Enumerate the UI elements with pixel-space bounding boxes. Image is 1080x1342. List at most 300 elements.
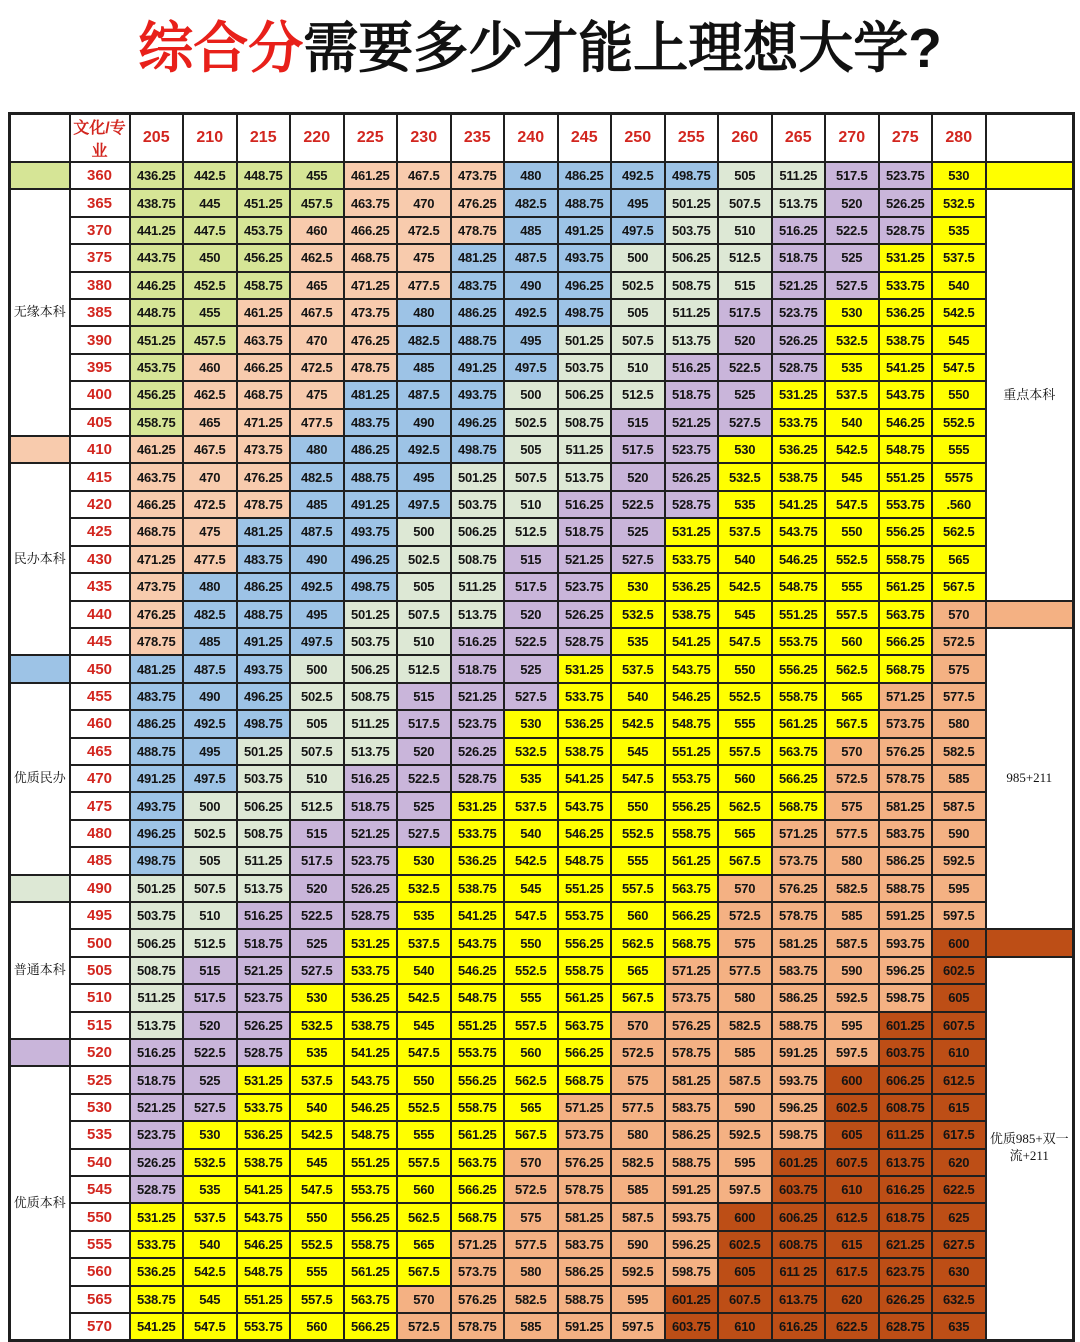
score-cell: 456.25 [130,381,184,408]
score-cell: 447.5 [183,217,237,244]
score-cell: 510 [611,354,665,381]
score-cell: 471.25 [344,272,398,299]
score-cell: 528.75 [558,628,612,655]
score-cell: 465 [183,409,237,436]
score-cell: 621.25 [879,1231,933,1258]
score-cell: 575 [611,1066,665,1093]
score-cell: 490 [290,546,344,573]
score-cell: 611 25 [772,1258,826,1285]
score-cell: 587.5 [718,1066,772,1093]
score-cell: 541.25 [344,1039,398,1066]
culture-score-cell: 415 [70,463,130,490]
culture-score-cell: 410 [70,436,130,463]
score-cell: 580 [932,710,986,737]
score-cell: 550 [290,1203,344,1230]
score-cell: 580 [504,1258,558,1285]
score-cell: 577.5 [504,1231,558,1258]
score-cell: 560 [611,902,665,929]
score-cell: 491.25 [130,765,184,792]
left-category-cell: 民办本科 [10,463,70,655]
score-cell: 547.5 [183,1313,237,1340]
score-cell: 482.5 [183,601,237,628]
score-cell: 515 [183,957,237,984]
score-cell: 548.75 [344,1121,398,1148]
score-cell: 537.5 [183,1203,237,1230]
table-row [10,1094,1074,1121]
score-cell: 616.25 [772,1313,826,1340]
column-header: 245 [558,114,612,163]
score-cell: 556.25 [558,929,612,956]
score-cell: 588.75 [772,1012,826,1039]
score-cell: 545 [397,1012,451,1039]
score-cell: 552.5 [397,1094,451,1121]
score-cell: 462.5 [183,381,237,408]
score-cell: 627.5 [932,1231,986,1258]
score-cell: 530 [504,710,558,737]
score-cell: 471.25 [237,409,291,436]
score-cell: 545 [825,463,879,490]
score-cell: 567.5 [718,847,772,874]
score-cell: 501.25 [344,601,398,628]
score-cell: 483.75 [344,409,398,436]
score-cell: 518.75 [237,929,291,956]
score-cell: 526.25 [665,463,719,490]
column-header: 255 [665,114,719,163]
score-cell: 497.5 [290,628,344,655]
score-cell: 585 [718,1039,772,1066]
score-cell: 601.25 [772,1149,826,1176]
score-cell: 598.75 [879,984,933,1011]
score-cell: 533.75 [665,546,719,573]
score-cell: 601.25 [879,1012,933,1039]
score-cell: 483.75 [237,546,291,573]
score-cell: 481.25 [344,381,398,408]
score-cell: 543.75 [237,1203,291,1230]
score-cell: 545 [611,738,665,765]
score-cell: 542.5 [397,984,451,1011]
score-cell: 626.25 [879,1286,933,1313]
score-cell: 552.5 [932,409,986,436]
table-row [10,875,1074,902]
score-cell: 533.75 [558,683,612,710]
score-cell: 478.75 [451,217,505,244]
score-cell: 441.25 [130,217,184,244]
score-cell: 500 [183,792,237,819]
score-cell: 556.25 [772,655,826,682]
score-cell: 585 [611,1176,665,1203]
score-cell: 547.5 [825,491,879,518]
table-row [10,1121,1074,1148]
score-cell: 498.75 [237,710,291,737]
table-row [10,655,1074,682]
score-cell: 565 [504,1094,558,1121]
table-row [10,518,1074,545]
column-header: 250 [611,114,665,163]
score-cell: 620 [932,1149,986,1176]
score-cell: 567.5 [504,1121,558,1148]
score-cell: 482.5 [397,326,451,353]
score-cell: 542.5 [290,1121,344,1148]
table-row [10,984,1074,1011]
table-row [10,1012,1074,1039]
score-cell: 485 [504,217,558,244]
score-cell: 541.25 [130,1313,184,1340]
score-cell: 556.25 [451,1066,505,1093]
score-cell: 536.25 [772,436,826,463]
column-header: 260 [718,114,772,163]
score-cell: 581.25 [665,1066,719,1093]
score-cell: 533.75 [879,272,933,299]
score-cell: 543.75 [772,518,826,545]
score-cell: 523.75 [344,847,398,874]
table-row [10,929,1074,956]
score-cell: 608.75 [879,1094,933,1121]
score-cell: 582.5 [825,875,879,902]
score-cell: 568.75 [451,1203,505,1230]
score-cell: 480 [504,162,558,189]
score-cell: 525 [611,518,665,545]
score-cell: 595 [718,1149,772,1176]
score-cell: 512.5 [504,518,558,545]
score-cell: 505 [504,436,558,463]
score-cell: 501.25 [130,875,184,902]
right-band-cell [986,162,1074,189]
score-cell: 585 [504,1313,558,1340]
score-cell: 623.75 [879,1258,933,1285]
score-cell: 536.25 [344,984,398,1011]
score-cell: 516.25 [665,354,719,381]
score-cell: 492.5 [504,299,558,326]
score-cell: 496.25 [451,409,505,436]
table-row [10,820,1074,847]
score-cell: 597.5 [932,902,986,929]
score-cell: 561.25 [451,1121,505,1148]
score-cell: 493.75 [451,381,505,408]
score-cell: 477.5 [183,546,237,573]
score-cell: 545 [290,1149,344,1176]
score-cell: 545 [183,1286,237,1313]
score-cell: 552.5 [290,1231,344,1258]
score-cell: 516.25 [130,1039,184,1066]
score-cell: 575 [932,655,986,682]
score-cell: 557.5 [397,1149,451,1176]
score-cell: 531.25 [665,518,719,545]
header-row [10,114,1074,163]
score-cell: 552.5 [611,820,665,847]
score-cell: 531.25 [344,929,398,956]
score-cell: 457.5 [290,189,344,216]
score-cell: 456.25 [237,244,291,271]
score-cell: 471.25 [130,546,184,573]
score-cell: 552.5 [825,546,879,573]
table-row [10,765,1074,792]
score-cell: 536.25 [237,1121,291,1148]
score-cell: 520 [504,601,558,628]
score-cell: 610 [932,1039,986,1066]
score-cell: 505 [611,299,665,326]
score-cell: 545 [718,601,772,628]
column-header: 230 [397,114,451,163]
score-cell: 541.25 [772,491,826,518]
score-cell: 572.5 [932,628,986,655]
score-cell: 463.75 [237,326,291,353]
score-cell: 503.75 [344,628,398,655]
score-cell: 508.75 [237,820,291,847]
score-cell: 486.25 [237,573,291,600]
score-cell: 566.25 [558,1039,612,1066]
score-cell: 533.75 [772,409,826,436]
culture-score-cell: 480 [70,820,130,847]
score-cell: 495 [290,601,344,628]
score-cell: 541.25 [237,1176,291,1203]
culture-score-cell: 375 [70,244,130,271]
score-cell: 466.25 [130,491,184,518]
score-cell: 587.5 [611,1203,665,1230]
score-cell: 526.25 [879,189,933,216]
score-cell: 526.25 [558,601,612,628]
score-cell: 467.5 [290,299,344,326]
score-cell: 542.5 [504,847,558,874]
left-category-cell: 无缘本科 [10,189,70,436]
score-cell: 632.5 [932,1286,986,1313]
score-cell: 573.75 [558,1121,612,1148]
culture-score-cell: 365 [70,189,130,216]
score-cell: 515 [397,683,451,710]
score-cell: 532.5 [290,1012,344,1039]
score-cell: 520 [183,1012,237,1039]
score-cell: 487.5 [290,518,344,545]
score-cell: 442.5 [183,162,237,189]
score-cell: 480 [397,299,451,326]
score-cell: 603.75 [665,1313,719,1340]
score-cell: 523.75 [130,1121,184,1148]
score-cell: 595 [611,1286,665,1313]
score-cell: 528.75 [130,1176,184,1203]
score-cell: 522.5 [290,902,344,929]
score-cell: 547.5 [504,902,558,929]
score-cell: 483.75 [451,272,505,299]
score-cell: 487.5 [183,655,237,682]
score-cell: 560 [825,628,879,655]
score-cell: 516.25 [772,217,826,244]
score-cell: 488.75 [558,189,612,216]
score-cell: 605 [718,1258,772,1285]
culture-score-cell: 545 [70,1176,130,1203]
score-cell: 612.5 [825,1203,879,1230]
score-cell: 487.5 [504,244,558,271]
score-cell: 548.75 [451,984,505,1011]
column-header: 280 [932,114,986,163]
score-cell: 586.25 [772,984,826,1011]
culture-score-cell: 565 [70,1286,130,1313]
culture-score-cell: 425 [70,518,130,545]
score-cell: 600 [718,1203,772,1230]
score-cell: 571.25 [451,1231,505,1258]
score-cell: 577.5 [932,683,986,710]
score-cell: 536.25 [130,1258,184,1285]
score-cell: 590 [932,820,986,847]
score-cell: 537.5 [504,792,558,819]
culture-score-cell: 475 [70,792,130,819]
score-cell: 523.75 [665,436,719,463]
culture-score-cell: 395 [70,354,130,381]
title-highlight: 综合分 [138,17,304,79]
score-cell: 520 [825,189,879,216]
score-cell: 551.25 [344,1149,398,1176]
table-row [10,354,1074,381]
score-cell: 562.5 [397,1203,451,1230]
score-cell: 460 [183,354,237,381]
score-cell: 530 [611,573,665,600]
score-cell: 537.5 [932,244,986,271]
score-cell: 551.25 [879,463,933,490]
score-cell: 535 [932,217,986,244]
culture-score-cell: 440 [70,601,130,628]
score-cell: 547.5 [611,765,665,792]
score-cell: 472.5 [183,491,237,518]
score-cell: 556.25 [665,792,719,819]
score-cell: 561.25 [558,984,612,1011]
score-cell: 498.75 [130,847,184,874]
score-cell: 541.25 [665,628,719,655]
culture-score-cell: 495 [70,902,130,929]
score-cell: 515 [504,546,558,573]
score-cell: 593.75 [879,929,933,956]
score-cell: 473.75 [344,299,398,326]
table-row [10,326,1074,353]
score-cell: 477.5 [290,409,344,436]
score-cell: 562.5 [825,655,879,682]
score-cell: 538.75 [344,1012,398,1039]
score-cell: 522.5 [611,491,665,518]
score-cell: 438.75 [130,189,184,216]
culture-score-cell: 430 [70,546,130,573]
score-cell: 516.25 [237,902,291,929]
score-cell: 520 [611,463,665,490]
score-cell: 507.5 [504,463,558,490]
score-cell: 515 [718,272,772,299]
score-cell: 527.5 [825,272,879,299]
score-cell: 573.75 [665,984,719,1011]
score-cell: 518.75 [130,1066,184,1093]
score-cell: 490 [504,272,558,299]
score-cell: 563.75 [451,1149,505,1176]
score-cell: 548.75 [772,573,826,600]
score-cell: 445 [183,189,237,216]
table-row [10,217,1074,244]
score-cell: 500 [290,655,344,682]
score-cell: 538.75 [879,326,933,353]
score-cell: 540 [397,957,451,984]
score-cell: 460 [290,217,344,244]
score-cell: 536.25 [879,299,933,326]
score-cell: 553.75 [665,765,719,792]
score-cell: 451.25 [130,326,184,353]
score-cell: 547.5 [290,1176,344,1203]
score-cell: 582.5 [504,1286,558,1313]
table-row [10,902,1074,929]
score-cell: 606.25 [879,1066,933,1093]
score-cell: 593.75 [772,1066,826,1093]
score-cell: 527.5 [397,820,451,847]
score-cell: 462.5 [290,244,344,271]
table-row [10,628,1074,655]
left-band-cell [10,875,70,902]
score-cell: 566.25 [451,1176,505,1203]
table-row [10,381,1074,408]
score-cell: 521.25 [558,546,612,573]
score-cell: 522.5 [183,1039,237,1066]
score-cell: 513.75 [772,189,826,216]
score-cell: 550 [611,792,665,819]
score-cell: 472.5 [397,217,451,244]
score-cell: 486.25 [130,710,184,737]
table-row [10,1176,1074,1203]
table-row [10,683,1074,710]
score-cell: 630 [932,1258,986,1285]
score-cell: 603.75 [879,1039,933,1066]
score-cell: 446.25 [130,272,184,299]
table-row [10,272,1074,299]
score-cell: 583.75 [772,957,826,984]
score-cell: 527.5 [718,409,772,436]
score-cell: 548.75 [237,1258,291,1285]
score-cell: 568.75 [558,1066,612,1093]
score-cell: 508.75 [558,409,612,436]
score-cell: 617.5 [825,1258,879,1285]
score-cell: 492.5 [183,710,237,737]
score-cell: 546.25 [237,1231,291,1258]
score-cell: 476.25 [237,463,291,490]
score-cell: 578.75 [665,1039,719,1066]
table-row [10,1231,1074,1258]
score-cell: 538.75 [130,1286,184,1313]
score-cell: 467.5 [183,436,237,463]
score-cell: 588.75 [665,1149,719,1176]
score-cell: 530 [290,984,344,1011]
culture-score-cell: 460 [70,710,130,737]
score-cell: 528.75 [665,491,719,518]
score-cell: 583.75 [879,820,933,847]
score-cell: 503.75 [130,902,184,929]
score-cell: 511.25 [665,299,719,326]
score-cell: 477.5 [397,272,451,299]
score-cell: 566.25 [665,902,719,929]
culture-score-cell: 390 [70,326,130,353]
score-cell: 497.5 [183,765,237,792]
table-row [10,738,1074,765]
score-cell: 466.25 [237,354,291,381]
score-cell: 516.25 [558,491,612,518]
score-cell: 493.75 [130,792,184,819]
score-cell: 551.25 [451,1012,505,1039]
score-cell: 461.25 [344,162,398,189]
score-cell: 542.5 [718,573,772,600]
score-cell: 577.5 [611,1094,665,1121]
score-cell: 581.25 [879,792,933,819]
score-cell: 586.25 [558,1258,612,1285]
score-cell: 556.25 [344,1203,398,1230]
score-cell: 543.75 [879,381,933,408]
score-cell: 581.25 [772,929,826,956]
score-cell: 528.75 [237,1039,291,1066]
score-cell: 583.75 [665,1094,719,1121]
score-cell: 503.75 [558,354,612,381]
score-cell: 503.75 [451,491,505,518]
score-cell: 551.25 [558,875,612,902]
corner-cell: 文化/专业 [70,114,130,163]
score-cell: 555 [397,1121,451,1148]
